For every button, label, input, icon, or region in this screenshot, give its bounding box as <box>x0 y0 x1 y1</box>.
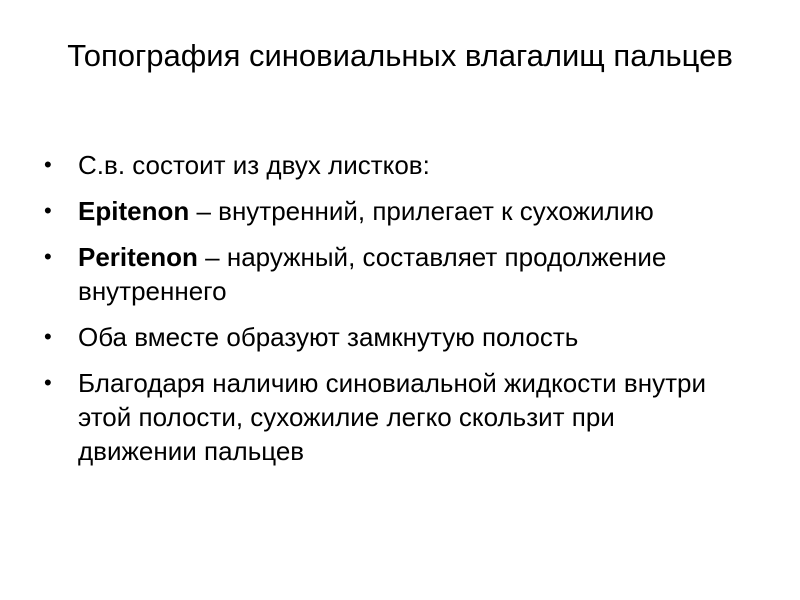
bullet-text: Благодаря наличию синовиальной жидкости внутри этой полости, сухожилие легко скользит при движении пальцев <box>78 368 706 466</box>
slide-title: Топография синовиальных влагалищ пальцев <box>67 38 733 73</box>
bullet-icon: • <box>44 324 52 349</box>
bullet-text: С.в. состоит из двух листков: <box>78 150 430 180</box>
bullet-term: Peritenon <box>78 242 198 272</box>
bullet-term: Epitenon <box>78 196 190 226</box>
bullet-item <box>40 148 740 182</box>
bullet-icon: • <box>44 152 52 177</box>
bullet-item <box>40 194 740 228</box>
bullet-text: – внутренний, прилегает к сухожилию <box>189 196 654 226</box>
bullet-icon: • <box>44 370 52 395</box>
bullet-item <box>40 240 740 308</box>
bullet-icon: • <box>44 244 52 269</box>
bullet-text: Оба вместе образуют замкнутую полость <box>78 322 579 352</box>
bullet-item <box>40 320 740 354</box>
bullet-list <box>40 148 740 480</box>
bullet-icon: • <box>44 198 52 223</box>
bullet-text: – наружный, составляет продолжение внутреннего <box>78 242 667 306</box>
bullet-item <box>40 366 740 468</box>
